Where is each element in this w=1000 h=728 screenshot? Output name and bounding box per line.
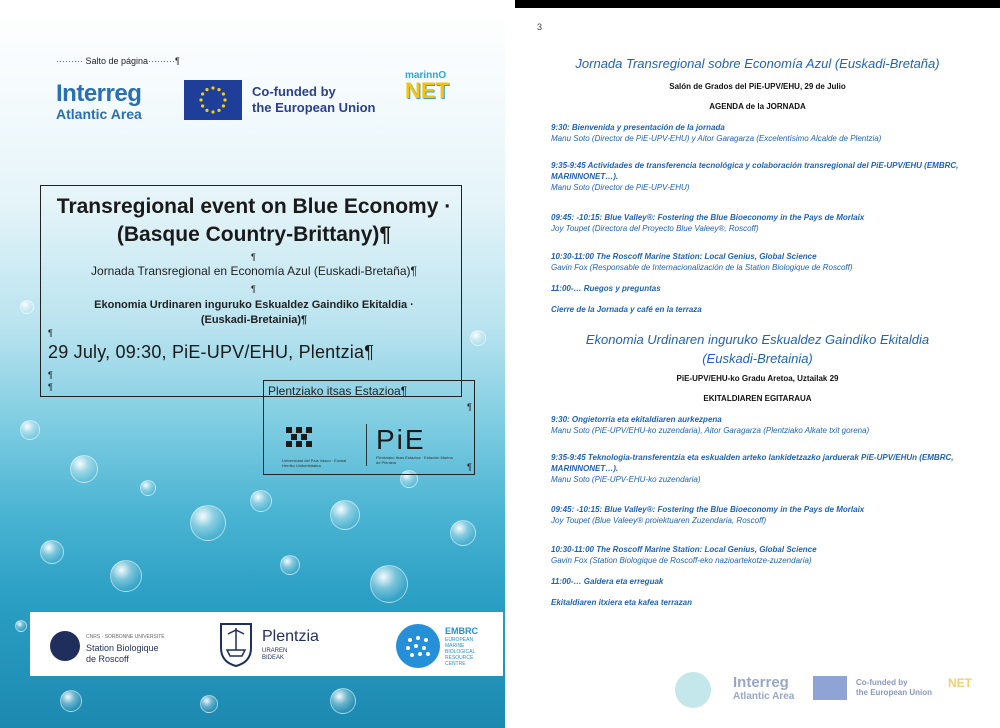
footer-marinnonet-logo: NET (948, 676, 972, 690)
agenda-item-title: 9:35-9:45 Teknologia-transferentzia eta eskualden arteko lankidetzazko jarduerak PiE-UPV/EHUn (EMBRC, MARINNONET…). (551, 453, 954, 473)
bubble-decoration (60, 690, 82, 712)
agenda-item (551, 544, 971, 566)
embrc-logo-icon (396, 624, 440, 668)
agenda-item-title: 11:00-… Galdera eta erreguak (551, 577, 664, 586)
page-number: 3 (537, 22, 543, 32)
pilcrow-mark: ¶ (467, 402, 472, 412)
agenda-item-speaker: Manu Soto (Director de PiE-UPV-EHU) y Aitor Garagarza (Excelentísimo Alcalde de Plentzia) (551, 134, 882, 143)
bubble-decoration (40, 540, 64, 564)
pilcrow-mark: ¶ (48, 328, 53, 338)
agenda-item (551, 576, 971, 587)
agenda-item-speaker: Manu Soto (PiE-UPV/EHU-ko zuzendaria), Aitor Garagarza (Plentziako Alkate txit gorena) (551, 426, 870, 435)
eu-cofunded-line2: the European Union (252, 100, 376, 115)
agenda-item (551, 122, 971, 144)
agenda-page (515, 8, 1000, 728)
interreg-logo-title: Interreg (56, 80, 142, 107)
eu-flag-icon (184, 80, 242, 120)
eu-cofunded-text (252, 84, 376, 116)
bubble-decoration (470, 330, 486, 346)
bubble-decoration (190, 505, 226, 541)
page-break-marker: ········· Salto de página·········¶ (56, 56, 180, 66)
bubble-decoration (200, 695, 218, 713)
pie-logo-subtitle: Plentziako Itsas Estazioa · Estación Marina de Plentzia (376, 455, 453, 465)
agenda-venue-spanish: Salón de Grados del PiE-UPV/EHU, 29 de Julio (669, 82, 846, 91)
embrc-sub4: RESOURCE (445, 655, 474, 661)
plentzia-emblem-icon (217, 620, 255, 668)
agenda-title-basque-line2: (Euskadi-Bretainia) (702, 351, 813, 366)
station-biologique-roscoff-icon (50, 631, 80, 661)
interreg-logo-subtitle: Atlantic Area (56, 106, 142, 122)
event-title-basque-line1: Ekonomia Urdinaren inguruko Eskualdez Gaindiko Ekitaldia · (94, 299, 414, 311)
embrc-sub5: CENTRE (445, 661, 466, 667)
footer-interreg-title: Interreg (733, 674, 789, 691)
agenda-item (551, 160, 971, 193)
agenda-item-title: Ekitaldiaren itxiera eta kafea terrazan (551, 598, 692, 607)
bubble-decoration (330, 500, 360, 530)
bubble-decoration (330, 688, 356, 714)
footer-marine-logo-icon (675, 672, 711, 708)
agenda-heading-basque: EKITALDIAREN EGITARAUA (703, 394, 812, 403)
embrc-logo-name: EMBRC (445, 626, 478, 636)
bubble-decoration (370, 565, 408, 603)
bubble-decoration (110, 560, 142, 592)
page-break-label: Salto de página (85, 56, 149, 66)
partner-logos-strip (30, 612, 503, 676)
footer-eu-cofunded (856, 678, 932, 698)
pilcrow-mark: ¶ (251, 284, 256, 294)
plentzia-sub1: URAREN (262, 648, 288, 654)
pilcrow-mark: ¶ (48, 370, 53, 380)
agenda-item (551, 251, 971, 273)
document-top-bar (515, 0, 1000, 8)
pilcrow-mark: ¶ (48, 382, 53, 392)
upv-ehu-logo-text: Universidad del País Vasco · Euskal Herriko Unibertsitatea (282, 458, 347, 468)
sbr-line2: de Roscoff (86, 654, 129, 664)
agenda-item (551, 283, 971, 294)
agenda-item-title: Cierre de la Jornada y café en la terraza (551, 305, 702, 314)
footer-eu-flag-icon (813, 676, 847, 700)
pilcrow-mark: ¶ (467, 462, 472, 472)
eu-cofunded-line1: Co-funded by (252, 84, 336, 99)
plentzia-logo-subtitle (262, 648, 287, 662)
bubble-decoration (250, 490, 272, 512)
agenda-item-speaker: Joy Toupet (Directora del Proyecto Blue Valeey®, Roscoff) (551, 224, 759, 233)
agenda-item (551, 304, 971, 315)
agenda-item-speaker: Gavin Fox (Responsable de Internacionalización de la Station Biologique de Roscoff) (551, 263, 853, 272)
event-title-english-line2: (Basque Country-Brittany)¶ (116, 223, 392, 246)
agenda-title-basque-line1: Ekonomia Urdinaren inguruko Eskualdez Gaindiko Ekitaldia (585, 332, 930, 347)
pilcrow-mark: ¶ (175, 56, 180, 66)
agenda-item-speaker: Joy Toupet (Blue Valeey® proiektuaren Zuzendaria, Roscoff) (551, 516, 767, 525)
upv-ehu-logo (282, 425, 352, 467)
pie-logo-text: PiE (376, 424, 426, 455)
plentzia-sub2: BIDEAK (262, 655, 285, 661)
footer-interreg-logo (733, 674, 794, 702)
agenda-item-title: 09:45: -10:15: Blue Valley®: Fostering the Blue Bioeconomy in the Pays de Morlaix (551, 505, 865, 514)
station-biologique-roscoff-logo (86, 632, 165, 665)
embrc-sub2: MARINE (445, 643, 465, 649)
embrc-logo-subtitle (445, 637, 475, 667)
page-top-margin (0, 0, 505, 20)
agenda-venue-basque: PiE-UPV/EHU-ko Gradu Aretoa, Uztailak 29 (676, 374, 839, 383)
bubble-decoration (450, 520, 476, 546)
agenda-title-spanish: Jornada Transregional sobre Economía Azul (Euskadi-Bretaña) (575, 56, 940, 71)
agenda-item-title: 9:30: Bienvenida y presentación de la jornada (551, 123, 725, 132)
event-title-basque (44, 298, 464, 328)
footer-interreg-subtitle: Atlantic Area (733, 691, 795, 702)
bubble-decoration (140, 480, 156, 496)
agenda-item-speaker: Manu Soto (Director de PiE-UPV-EHU) (551, 183, 690, 192)
pilcrow-mark: ¶ (251, 252, 256, 262)
event-title-basque-line2: (Euskadi-Bretainia)¶ (200, 314, 308, 326)
pie-logo (376, 425, 456, 467)
agenda-item (551, 597, 971, 608)
agenda-item-title: 11:00-… Ruegos y preguntas (551, 284, 661, 293)
interreg-logo (56, 80, 142, 122)
agenda-title-basque (515, 330, 1000, 368)
bubble-decoration (20, 420, 40, 440)
agenda-item-title: 10:30-11:00 The Roscoff Marine Station: Local Genius, Global Science (551, 545, 817, 554)
logo-divider (366, 424, 367, 466)
agenda-heading-spanish: AGENDA de la JORNADA (709, 102, 806, 111)
sbr-line1: Station Biologique (86, 643, 159, 653)
upv-ehu-emblem-icon (282, 425, 318, 453)
marinnonet-logo-bottom: NET (405, 78, 449, 103)
agenda-item-title: 9:30: Ongietorria eta ekitaldiaren aurkezpena (551, 415, 722, 424)
agenda-item-title: 10:30-11:00 The Roscoff Marine Station: Local Genius, Global Science (551, 252, 817, 261)
agenda-item (551, 414, 971, 436)
sbr-affiliation: CNRS · SORBONNE UNIVERSITÉ (86, 634, 165, 640)
bubble-decoration (20, 300, 34, 314)
agenda-item-speaker: Gavin Fox (Station Biologique de Roscoff-eko nazioartekotze-zuzendaria) (551, 556, 812, 565)
footer-eu-line2: the European Union (856, 688, 932, 697)
marinnonet-logo (405, 70, 463, 110)
embrc-sub1: EUROPEAN (445, 637, 474, 643)
bubble-decoration (70, 455, 98, 483)
bubble-decoration (15, 620, 27, 632)
event-title-english-line1: Transregional event on Blue Economy · (56, 195, 452, 218)
plentzia-logo-name: Plentzia (262, 628, 319, 645)
agenda-item-title: 09:45: -10:15: Blue Valley®: Fostering the Blue Bioeconomy in the Pays de Morlaix (551, 213, 865, 222)
agenda-item (551, 212, 971, 234)
agenda-item-speaker: Manu Soto (PiE-UPV-EHU-ko zuzendaria) (551, 475, 701, 484)
marinnonet-logo-top: marinnO (405, 70, 447, 81)
venue-name: Plentziako itsas Estazioa¶ (268, 384, 408, 398)
agenda-item-title: 9:35-9:45 Actividades de transferencia tecnológica y colaboración transregional del PiE-UPV/EHU (EMBRC, MARINNONET…). (551, 161, 959, 181)
event-title-spanish: Jornada Transregional en Economía Azul (Euskadi-Bretaña)¶ (91, 264, 417, 278)
event-title-english (44, 193, 464, 249)
embrc-sub3: BIOLOGICAL (445, 649, 476, 655)
footer-eu-line1: Co-funded by (856, 678, 908, 687)
event-date-location: 29 July, 09:30, PiE-UPV/EHU, Plentzia¶ (48, 342, 375, 362)
agenda-item (551, 452, 971, 485)
bubble-decoration (280, 555, 300, 575)
agenda-item (551, 504, 971, 526)
